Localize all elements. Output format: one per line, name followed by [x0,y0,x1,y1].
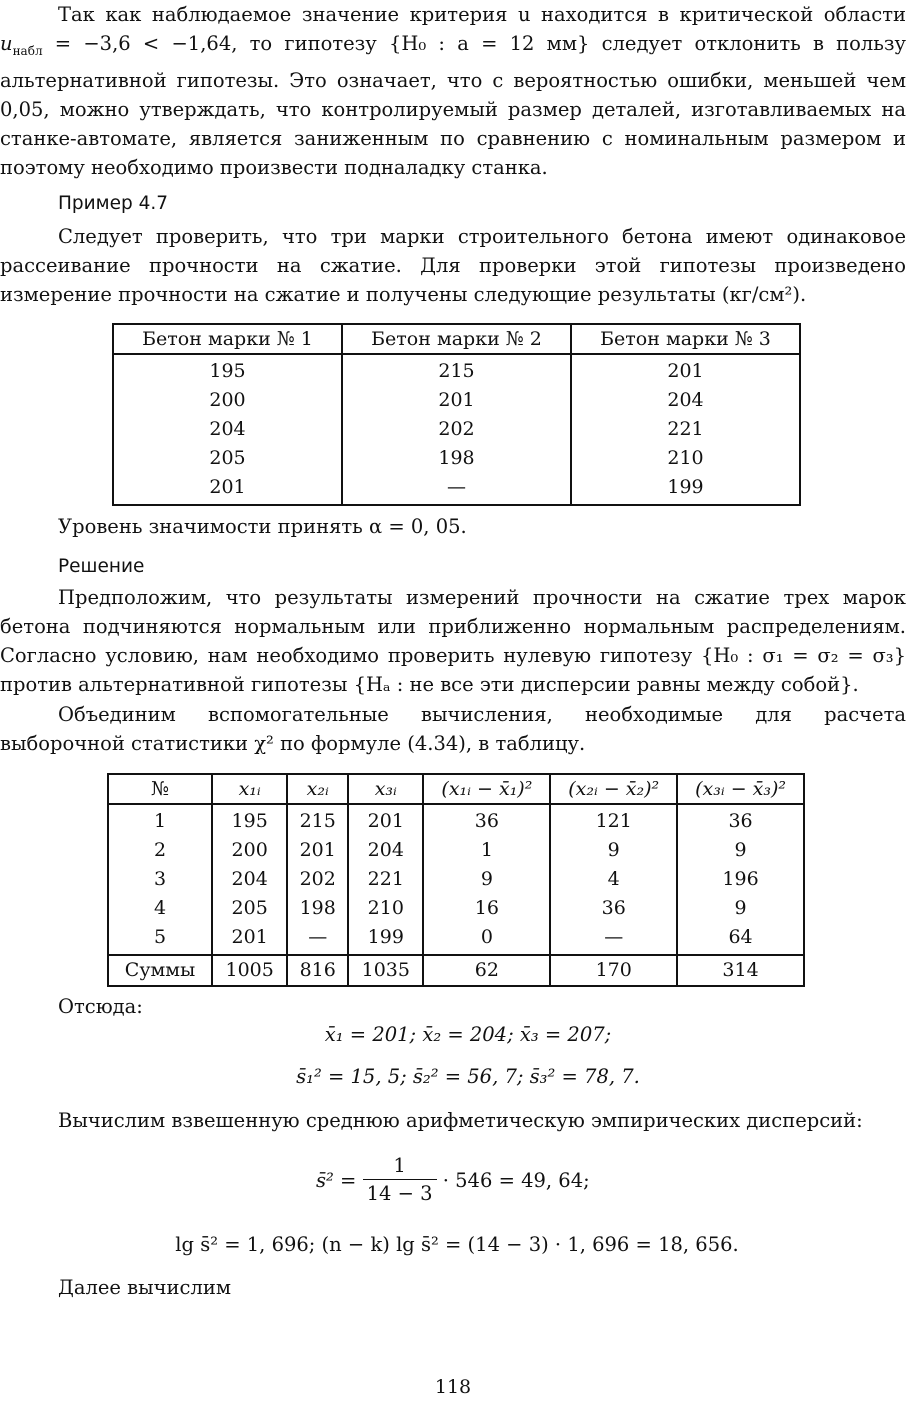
table-cell: — [342,473,571,505]
table-row [108,836,804,865]
calculation-table [107,773,805,987]
table-cell: — [550,923,677,955]
table-cell: 3 [108,865,212,894]
weighted-variance-formula [316,1153,590,1208]
variances-formula: s̄₁² = 15, 5; s̄₂² = 56, 7; s̄₃² = 78, 7. [296,1065,640,1088]
table-cell: 0 [423,923,550,955]
table-cell: 121 [550,804,677,836]
calculation-table-header [108,774,804,804]
table-cell: 1 [423,836,550,865]
table-cell: 36 [550,894,677,923]
table-cell: 64 [677,923,804,955]
intro-paragraph [0,0,906,182]
significance-level: Уровень значимости принять α = 0, 05. [58,515,467,538]
table-cell: 195 [212,804,287,836]
table-cell: 1 [108,804,212,836]
table-cell: 201 [342,386,571,415]
table-cell: 199 [348,923,423,955]
table-row [108,804,804,836]
table-cell: 221 [348,865,423,894]
table-cell: 4 [108,894,212,923]
table-row [113,415,800,444]
table-cell: 202 [287,865,348,894]
table-cell: 215 [287,804,348,836]
table-cell: 202 [342,415,571,444]
solution-heading: Решение [58,556,145,577]
sums-row [108,955,804,986]
sums-cell: 1035 [348,955,423,986]
log-formula: lg s̄² = 1, 696; (n − k) lg s̄² = (14 − 3) · 1, 696 = 18, 656. [175,1233,739,1256]
page-number: 118 [434,1376,472,1398]
formula-rhs: · 546 = 49, 64; [442,1169,590,1192]
table-cell: 200 [113,386,342,415]
table-cell: 196 [677,865,804,894]
table-cell: 204 [348,836,423,865]
sums-cell: 816 [287,955,348,986]
table-cell: 210 [571,444,800,473]
means-formula: x̄₁ = 201; x̄₂ = 204; x̄₃ = 207; [324,1023,612,1046]
table-row [113,354,800,386]
header-cell: (x₂ᵢ − x̄₂)² [550,774,677,804]
concrete-table [112,323,801,506]
table-cell: 204 [113,415,342,444]
fraction-denominator: 14 − 3 [366,1182,433,1205]
sums-cell: 170 [550,955,677,986]
table-cell: 9 [550,836,677,865]
header-cell: (x₁ᵢ − x̄₁)² [423,774,550,804]
table-cell: 205 [212,894,287,923]
table-cell: 9 [677,894,804,923]
sums-cell: 314 [677,955,804,986]
fraction [363,1153,437,1208]
table-cell: — [287,923,348,955]
header-cell: x₃ᵢ [348,774,423,804]
header-cell: (x₃ᵢ − x̄₃)² [677,774,804,804]
table-cell: 195 [113,354,342,386]
intro-u-symbol: u [0,32,13,55]
table-cell: 36 [677,804,804,836]
example-heading: Пример 4.7 [58,193,169,214]
next-text: Далее вычислим [58,1276,232,1299]
hence-label: Отсюда: [58,995,143,1018]
example-text: Следует проверить, что три марки строительного бетона имеют одинаковое рассеивание прочности на сжатие. Для проверки этой гипотезы произведено измерение прочности на сжатие и получены следующие результаты (кг/см²). [0,225,906,306]
intro-line1: Так как наблюдаемое значение критерия u находится в критической области [58,3,906,26]
table-cell: 2 [108,836,212,865]
table-cell: 198 [287,894,348,923]
table-cell: 198 [342,444,571,473]
header-cell: x₁ᵢ [212,774,287,804]
table-cell: 201 [212,923,287,955]
weighted-mean-text: Вычислим взвешенную среднюю арифметическую эмпирических дисперсий: [58,1109,863,1132]
header-cell: Бетон марки № 1 [113,324,342,354]
header-cell: № [108,774,212,804]
table-cell: 16 [423,894,550,923]
table-cell: 215 [342,354,571,386]
table-row [113,473,800,505]
table-cell: 200 [212,836,287,865]
sums-cell: 1005 [212,955,287,986]
table-row [113,444,800,473]
formula-lhs: s̄² = [316,1169,357,1192]
table-cell: 201 [571,354,800,386]
table-cell: 201 [287,836,348,865]
header-cell: Бетон марки № 3 [571,324,800,354]
table-row [108,894,804,923]
table-cell: 201 [348,804,423,836]
table-cell: 210 [348,894,423,923]
header-cell: x₂ᵢ [287,774,348,804]
intro-u-subscript: набл [12,43,43,58]
concrete-table-header [113,324,800,354]
table-row [108,865,804,894]
sums-cell: 62 [423,955,550,986]
sums-cell: Суммы [108,955,212,986]
solution-paragraph-2: Объединим вспомогательные вычисления, необходимые для расчета выборочной статистики χ² по формуле (4.34), в таблицу. [0,703,906,755]
table-cell: 205 [113,444,342,473]
table-cell: 199 [571,473,800,505]
table-cell: 201 [113,473,342,505]
table-cell: 9 [677,836,804,865]
table-cell: 204 [571,386,800,415]
solution-paragraph-1: Предположим, что результаты измерений прочности на сжатие трех марок бетона подчиняются нормальным или приближенно нормальным распределениям. Согласно условию, нам необходимо проверить нулевую гипотезу {H₀ : σ₁ = σ₂ = σ₃} против альтернативной гипотезы {Hₐ : не все эти дисперсии равны между собой}. [0,586,906,696]
table-row [108,923,804,955]
table-cell: 204 [212,865,287,894]
fraction-numerator: 1 [363,1153,437,1180]
intro-rest: = −3,6 < −1,64, то гипотезу {H₀ : a = 12 мм} следует отклонить в пользу альтернативной гипотезы. Это означает, что с вероятностью ошибки, меньшей чем 0,05, можно утверждать, что контролируемый размер деталей, изготавливаемых на станке-автомате, является заниженным по сравнению с номинальным размером и поэтому необходимо произвести подналадку станка. [0,32,906,179]
table-cell: 221 [571,415,800,444]
table-cell: 9 [423,865,550,894]
table-cell: 5 [108,923,212,955]
table-cell: 36 [423,804,550,836]
table-cell: 4 [550,865,677,894]
header-cell: Бетон марки № 2 [342,324,571,354]
table-row [113,386,800,415]
